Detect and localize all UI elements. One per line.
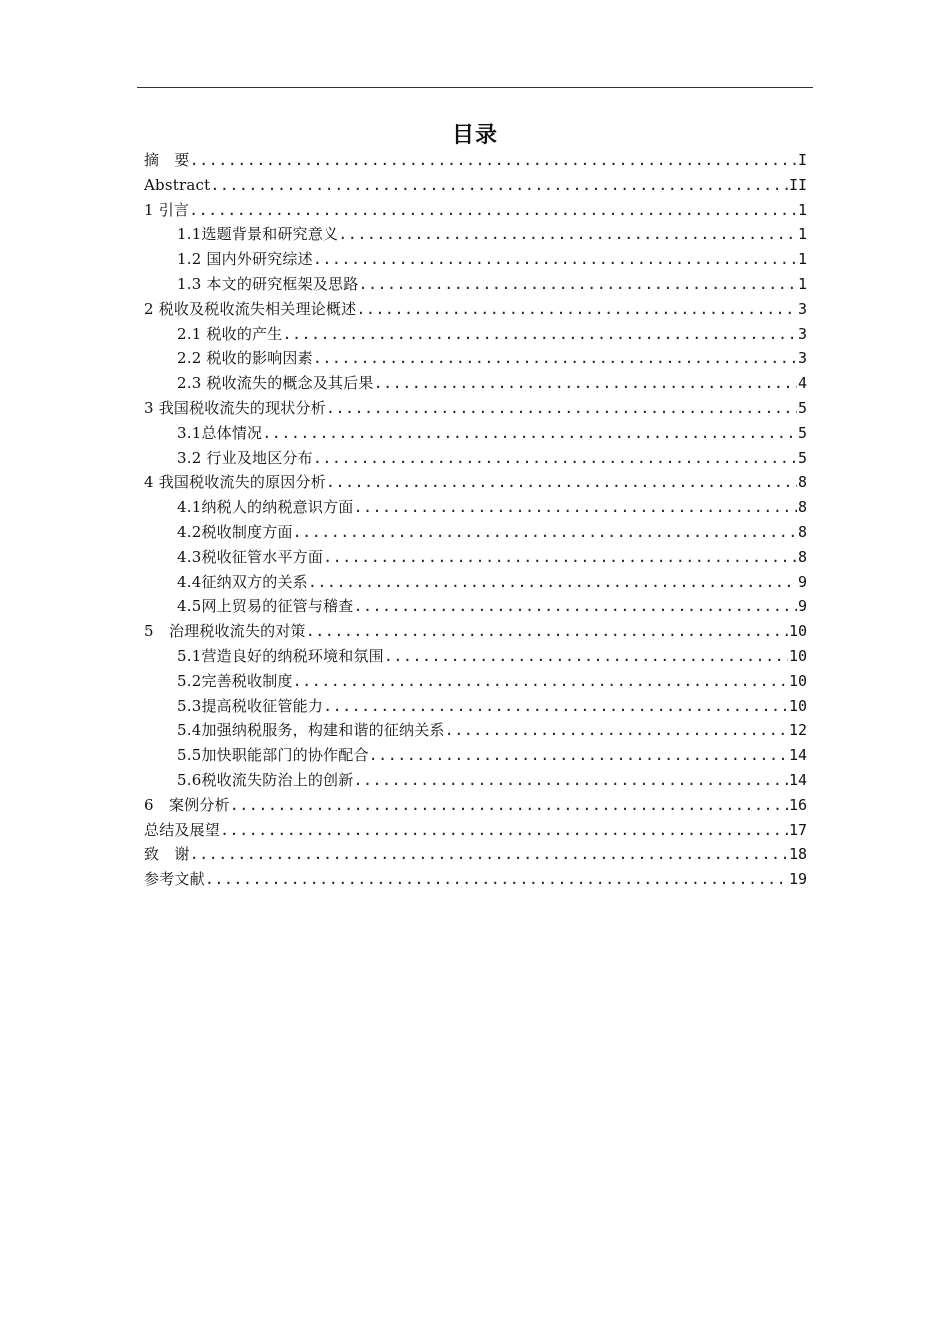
dot-leader	[338, 222, 797, 247]
toc-entry[interactable]	[144, 867, 807, 892]
toc-entry-title: 2.3 税收流失的概念及其后果	[177, 374, 374, 393]
toc-entry-title: 4.5网上贸易的征管与稽查	[177, 597, 354, 616]
toc-entry-page-number: 8	[797, 547, 807, 566]
toc-entry-title: 2 税收及税收流失相关理论概述	[144, 299, 357, 318]
toc-entry-page-number: 10	[788, 646, 807, 665]
toc-entry-page-number: 9	[797, 597, 807, 616]
dot-leader	[445, 718, 788, 743]
toc-entry-page-number: 5	[797, 398, 807, 417]
toc-entry[interactable]	[144, 669, 807, 694]
toc-entry[interactable]	[144, 371, 807, 396]
dot-leader	[230, 793, 788, 818]
toc-entry-page-number: 9	[797, 572, 807, 591]
toc-entry-title: 参考文献	[144, 870, 205, 889]
dot-leader	[326, 470, 797, 495]
toc-entry-title: 3.2 行业及地区分布	[177, 448, 313, 467]
toc-entry-title: 4.3税收征管水平方面	[177, 547, 324, 566]
toc-entry-title: 1.2 国内外研究综述	[177, 250, 313, 269]
dot-leader	[293, 520, 797, 545]
toc-entry-title: 5.4加强纳税服务，构建和谐的征纳关系	[177, 721, 445, 740]
toc-entry-page-number: 1	[797, 274, 807, 293]
dot-leader	[220, 818, 788, 843]
toc-entry[interactable]	[144, 222, 807, 247]
toc-entry-page-number: 8	[797, 498, 807, 517]
dot-leader	[190, 842, 788, 867]
toc-entry-title: 4.1纳税人的纳税意识方面	[177, 498, 354, 517]
toc-entry-title: 6 案例分析	[144, 795, 230, 814]
toc-entry[interactable]	[144, 694, 807, 719]
toc-entry-page-number: 16	[788, 795, 807, 814]
dot-leader	[189, 198, 797, 223]
toc-entry[interactable]	[144, 470, 807, 495]
toc-entry-page-number: 8	[797, 473, 807, 492]
toc-entry-page-number: 17	[788, 820, 807, 839]
toc-entry[interactable]	[144, 495, 807, 520]
toc-entry[interactable]	[144, 842, 807, 867]
table-of-contents	[144, 148, 807, 892]
toc-entry[interactable]	[144, 272, 807, 297]
toc-entry-page-number: 1	[797, 225, 807, 244]
toc-entry-title: 致 谢	[144, 845, 190, 864]
dot-leader	[356, 297, 797, 322]
toc-entry-title: 5.5加快职能部门的协作配合	[177, 746, 369, 765]
dot-leader	[353, 768, 787, 793]
dot-leader	[282, 322, 797, 347]
toc-entry[interactable]	[144, 446, 807, 471]
toc-entry[interactable]	[144, 818, 807, 843]
toc-entry-page-number: 19	[788, 870, 807, 889]
toc-entry-page-number: 10	[788, 622, 807, 641]
dot-leader	[358, 272, 797, 297]
toc-entry-page-number: 5	[797, 448, 807, 467]
toc-entry[interactable]	[144, 793, 807, 818]
toc-entry-title: 总结及展望	[144, 820, 221, 839]
dot-leader	[353, 594, 797, 619]
toc-entry-title: 5.3提高税收征管能力	[177, 696, 324, 715]
toc-entry-page-number: 12	[788, 721, 807, 740]
dot-leader	[262, 421, 797, 446]
toc-entry-page-number: 3	[797, 299, 807, 318]
toc-entry-title: 5.6税收流失防治上的创新	[177, 770, 354, 789]
dot-leader	[210, 173, 788, 198]
toc-entry[interactable]	[144, 173, 807, 198]
toc-entry[interactable]	[144, 198, 807, 223]
toc-entry[interactable]	[144, 520, 807, 545]
dot-leader	[374, 371, 797, 396]
toc-entry-page-number: 4	[797, 374, 807, 393]
dot-leader	[326, 396, 797, 421]
toc-entry-page-number: II	[788, 175, 807, 194]
dot-leader	[313, 247, 797, 272]
toc-entry-page-number: 18	[788, 845, 807, 864]
toc-entry-title: 4.4征纳双方的关系	[177, 572, 308, 591]
toc-entry[interactable]	[144, 322, 807, 347]
toc-entry-title: 4 我国税收流失的原因分析	[144, 473, 326, 492]
toc-entry-page-number: 1	[797, 200, 807, 219]
toc-entry-title: Abstract	[144, 175, 211, 194]
toc-entry-page-number: 10	[788, 696, 807, 715]
toc-entry[interactable]	[144, 594, 807, 619]
dot-leader	[313, 346, 797, 371]
toc-entry-title: 3 我国税收流失的现状分析	[144, 398, 326, 417]
toc-entry[interactable]	[144, 421, 807, 446]
toc-entry-title: 1.1选题背景和研究意义	[177, 225, 339, 244]
dot-leader	[205, 867, 788, 892]
dot-leader	[384, 644, 788, 669]
toc-entry[interactable]	[144, 619, 807, 644]
toc-entry-title: 5.1营造良好的纳税环境和氛围	[177, 646, 384, 665]
header-rule	[137, 87, 813, 88]
toc-entry-page-number: 1	[797, 250, 807, 269]
toc-entry-title: 3.1总体情况	[177, 423, 263, 442]
dot-leader	[308, 570, 797, 595]
toc-entry[interactable]	[144, 545, 807, 570]
toc-entry[interactable]	[144, 247, 807, 272]
dot-leader	[353, 495, 797, 520]
dot-leader	[306, 619, 788, 644]
toc-entry[interactable]	[144, 297, 807, 322]
dot-leader	[369, 743, 788, 768]
toc-entry-page-number: 3	[797, 324, 807, 343]
toc-entry-title: 2.1 税收的产生	[177, 324, 283, 343]
dot-leader	[323, 694, 788, 719]
toc-entry-page-number: I	[797, 151, 807, 169]
toc-entry-page-number: 14	[788, 770, 807, 789]
toc-entry[interactable]	[144, 148, 807, 173]
toc-entry-title: 2.2 税收的影响因素	[177, 349, 313, 368]
toc-entry-page-number: 14	[788, 746, 807, 765]
toc-entry[interactable]	[144, 644, 807, 669]
toc-entry[interactable]	[144, 768, 807, 793]
toc-entry-title: 1 引言	[144, 200, 190, 219]
toc-entry-title: 4.2税收制度方面	[177, 522, 293, 541]
toc-entry-title: 5.2完善税收制度	[177, 671, 293, 690]
toc-entry-page-number: 10	[788, 671, 807, 690]
page-title: 目录	[451, 123, 498, 148]
toc-entry-page-number: 3	[797, 349, 807, 368]
toc-entry-title: 5 治理税收流失的对策	[144, 622, 306, 641]
toc-entry[interactable]	[144, 743, 807, 768]
dot-leader	[190, 148, 797, 173]
toc-entry-page-number: 5	[797, 423, 807, 442]
dot-leader	[293, 669, 788, 694]
dot-leader	[313, 446, 797, 471]
toc-entry[interactable]	[144, 396, 807, 421]
toc-entry[interactable]	[144, 346, 807, 371]
toc-entry-page-number: 8	[797, 522, 807, 541]
toc-entry-title: 摘 要	[144, 151, 190, 169]
dot-leader	[323, 545, 797, 570]
toc-entry[interactable]	[144, 570, 807, 595]
toc-entry[interactable]	[144, 718, 807, 743]
toc-entry-title: 1.3 本文的研究框架及思路	[177, 274, 359, 293]
